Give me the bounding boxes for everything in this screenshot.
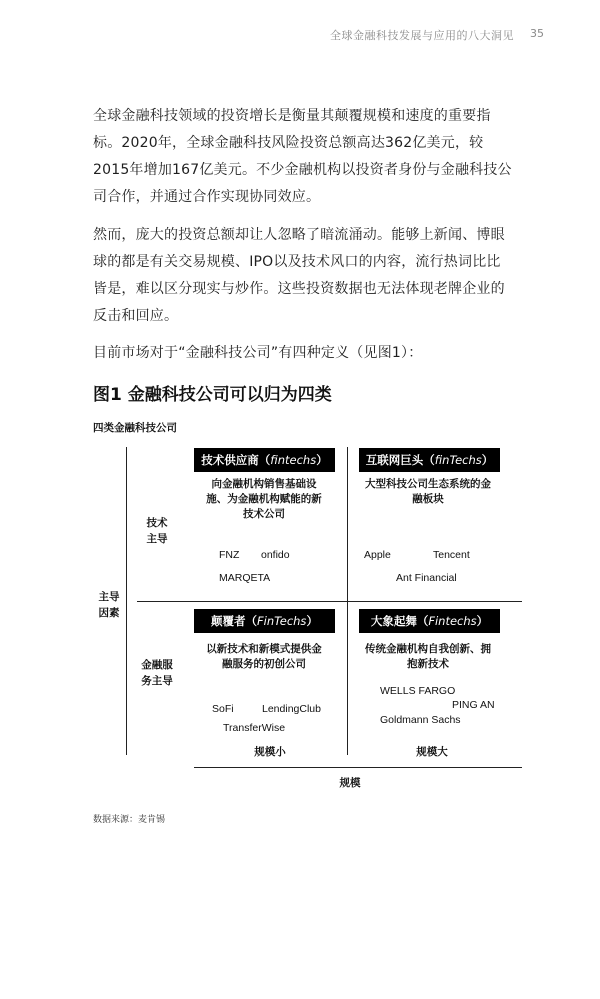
left-axis-line bbox=[126, 447, 127, 755]
quadrant-tag: Fintechs bbox=[428, 614, 477, 628]
bottom-axis-line bbox=[194, 767, 522, 768]
firm-tencent: Tencent bbox=[433, 549, 470, 561]
figure-subtitle: 四类金融科技公司 bbox=[93, 422, 177, 434]
page-number: 35 bbox=[530, 27, 544, 40]
quadrant-tag: FinTechs bbox=[257, 614, 307, 628]
col-label-small: 规模小 bbox=[254, 746, 286, 758]
quadrant-description-internet-giants: 大型科技公司生态系统的金融板块 bbox=[365, 478, 491, 505]
quadrant-title: 技术供应商 bbox=[201, 453, 259, 467]
x-axis-label: 规模 bbox=[339, 777, 361, 789]
quadrant-description-disruptors: 以新技术和新模式提供金融服务的初创公司 bbox=[206, 643, 322, 670]
quadrant-header-tech-suppliers: 技术供应商（fintechs） bbox=[194, 448, 335, 472]
body-paragraph-1: 全球金融科技领域的投资增长是衡量其颠覆规模和速度的重要指标。2020年，全球金融科技风险投资总额高达362亿美元，较2015年增加167亿美元。不少金融机构以投资者身份与金融科技公司合作，并通过合作实现协同效应。 bbox=[93, 108, 512, 205]
quadrant-description-tech-suppliers: 向金融机构销售基础设施、为金融机构赋能的新技术公司 bbox=[206, 478, 322, 520]
firm-lendingclub: LendingClub bbox=[262, 703, 321, 715]
body-paragraph-3: 目前市场对于“金融科技公司”有四种定义（见图1）： bbox=[93, 345, 423, 361]
firm-transferwise: TransferWise bbox=[223, 722, 286, 734]
body-paragraph-2: 然而，庞大的投资总额却让人忽略了暗流涌动。能够上新闻、博眼球的都是有关交易规模、IPO以及技术风口的内容，流行热词比比皆是，难以区分现实与炒作。这些投资数据也无法体现老牌企业的反击和回应。 bbox=[93, 227, 505, 324]
col-label-large: 规模大 bbox=[416, 746, 448, 758]
running-header-title: 全球金融科技发展与应用的八大洞见 bbox=[330, 29, 514, 42]
quadrant-title: 互联网巨头 bbox=[365, 453, 424, 467]
quadrant-tag: finTechs bbox=[434, 453, 482, 467]
firm-sofi: SoFi bbox=[212, 703, 234, 715]
quadrant-title: 颠覆者 bbox=[211, 614, 246, 628]
firm-apple: Apple bbox=[364, 549, 391, 561]
quadrant-description-elephants: 传统金融机构自我创新、拥抱新技术 bbox=[365, 643, 491, 670]
quadrant-title: 大象起舞 bbox=[370, 614, 417, 628]
center-divider-horizontal bbox=[137, 601, 522, 602]
firm-ant-financial: Ant Financial bbox=[396, 572, 457, 584]
figure-title: 图1 金融科技公司可以归为四类 bbox=[93, 385, 332, 405]
quadrant-header-disruptors: 颠覆者（FinTechs） bbox=[194, 609, 335, 633]
row-label-tech: 技术主导 bbox=[146, 517, 168, 545]
firm-marqeta: MARQETA bbox=[219, 572, 271, 584]
figure-source: 数据来源：麦肯锡 bbox=[93, 815, 166, 825]
quadrant-header-internet-giants: 互联网巨头（finTechs） bbox=[359, 448, 500, 472]
firm-goldmann-sachs: Goldmann Sachs bbox=[380, 714, 461, 726]
quadrant-header-elephants: 大象起舞（Fintechs） bbox=[359, 609, 500, 633]
firm-ping-an: PING AN bbox=[452, 699, 495, 711]
firm-onfido: onfido bbox=[261, 549, 290, 561]
firm-fnz: FNZ bbox=[219, 549, 240, 561]
firm-wells-fargo: WELLS FARGO bbox=[380, 685, 456, 697]
quadrant-tag: fintechs bbox=[270, 453, 317, 467]
row-label-finance: 金融服务主导 bbox=[141, 659, 173, 687]
y-axis-label: 主导因素 bbox=[98, 591, 120, 619]
